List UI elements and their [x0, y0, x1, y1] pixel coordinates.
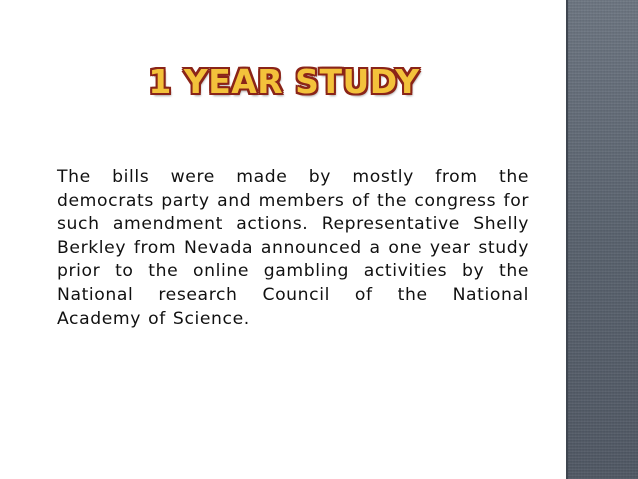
slide-body-text: The bills were made by mostly from the democrats party and members of the congress for such amendment actions. Representative Shelly Berkley from Nevada announced a one year study prior to the online gambling activities by the National research Council of the National Academy of Science. — [57, 167, 529, 329]
decorative-side-band — [568, 0, 638, 479]
slide-title: 1 YEAR STUDY — [148, 62, 420, 101]
